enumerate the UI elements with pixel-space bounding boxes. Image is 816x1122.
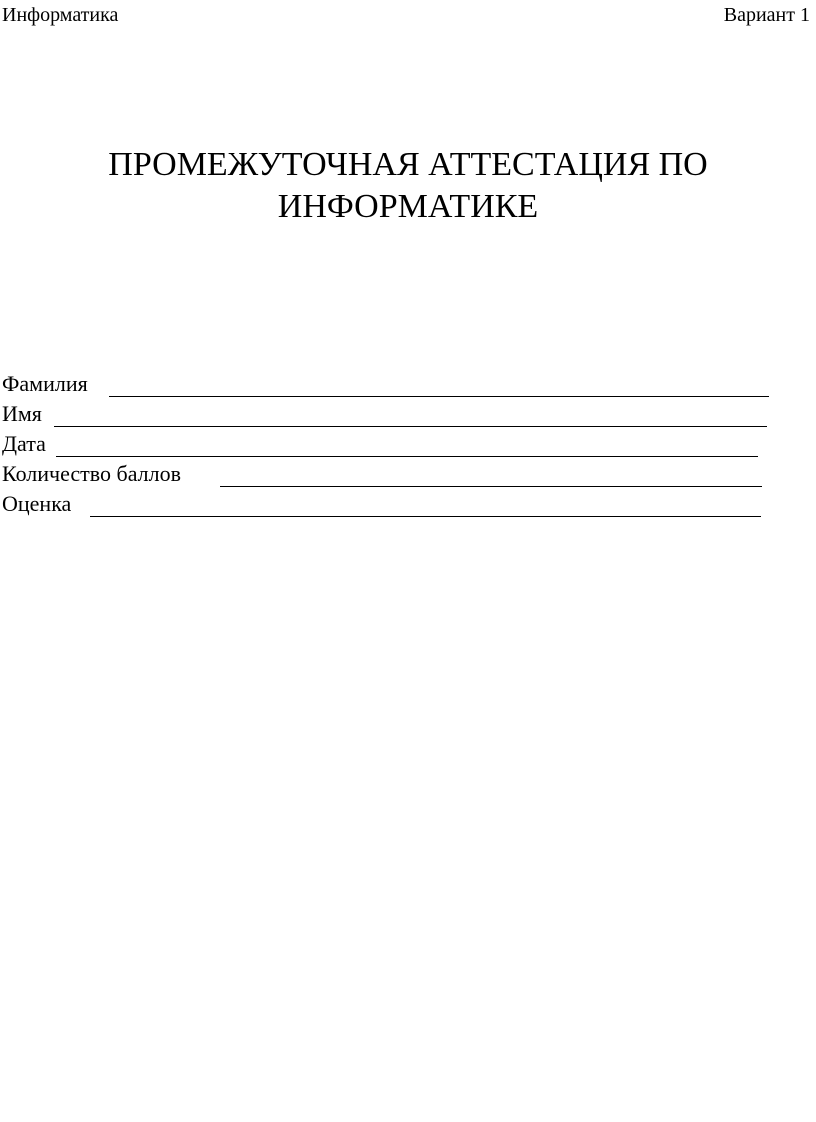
grade-blank-line[interactable]	[90, 516, 761, 517]
header-subject: Информатика	[2, 4, 119, 26]
surname-blank-line[interactable]	[109, 396, 769, 397]
date-field	[2, 430, 802, 460]
score-field	[2, 460, 802, 490]
first-name-blank-line[interactable]	[54, 426, 767, 427]
first-name-field	[2, 400, 802, 430]
date-blank-line[interactable]	[56, 456, 758, 457]
page-title-line-1: ПРОМЕЖУТОЧНАЯ АТТЕСТАЦИЯ ПО	[108, 146, 708, 183]
student-info-form	[2, 370, 802, 520]
score-label: Количество баллов	[2, 461, 182, 486]
first-name-label: Имя	[2, 401, 42, 426]
page-title	[0, 144, 816, 228]
date-label: Дата	[2, 431, 46, 456]
page-title-line-2: ИНФОРМАТИКЕ	[277, 188, 539, 225]
surname-field	[2, 370, 802, 400]
grade-field	[2, 490, 802, 520]
score-blank-line[interactable]	[220, 486, 762, 487]
surname-label: Фамилия	[2, 371, 88, 396]
grade-label: Оценка	[2, 491, 72, 516]
header-variant: Вариант 1	[723, 4, 810, 26]
